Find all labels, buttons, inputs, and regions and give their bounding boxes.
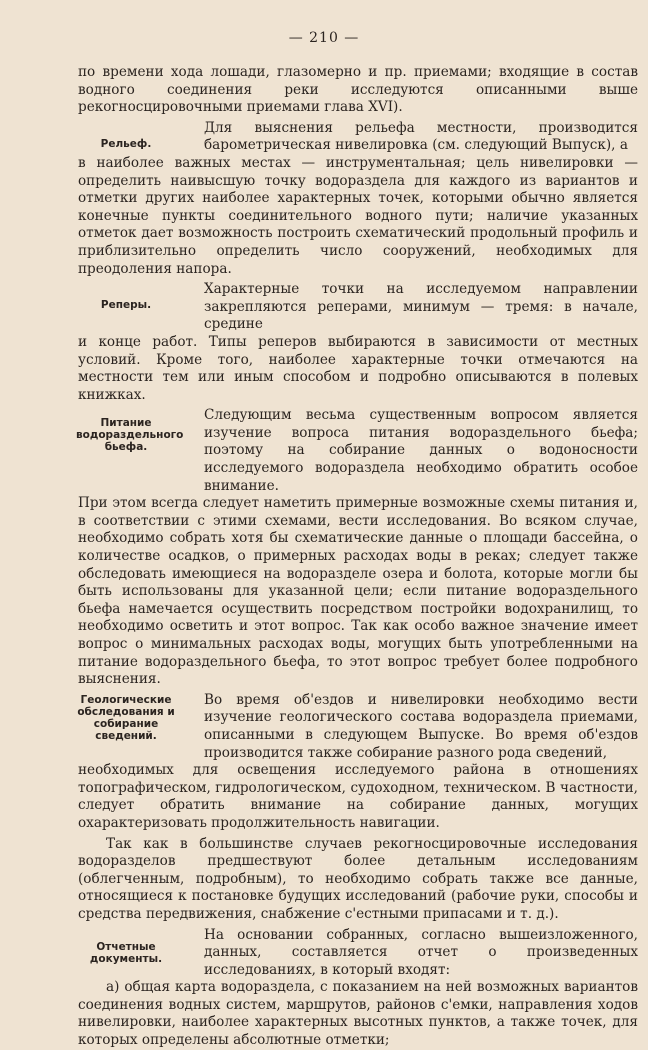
section-lead: Следующим весьма существенным вопросом является изучение вопроса питания водораздельного бьефа; поэтому на собирание данных о водоносности исследуемого водораздела необходимо обратить особое внимание. [204, 407, 638, 494]
section-body: необходимых для освещения исследуемого района в отношениях топографическом, гидрологическом, судоходном, техническом. В частности, следует обратить внимание на собирание данных, могущих охарактеризовать продолжительность навигации. [78, 762, 638, 831]
margin-heading: Геологические обследования и собирание сведений. [77, 693, 175, 742]
page-number: — 210 — [288, 30, 360, 46]
margin-heading: Реперы. [100, 299, 152, 312]
margin-heading: Отчетные документы. [89, 940, 163, 965]
section-lead: Характерные точки на исследуемом направлении закрепляются реперами, минимум — тремя: в начале, средине [204, 281, 638, 333]
section-summit-feed [78, 407, 638, 689]
section-lead: Во время об'ездов и нивелировки необходимо вести изучение геологического состава водораздела приемами, описанными в следующем Выпуске. Во время об'ездов производится также собирание разного рода сведений, [204, 691, 638, 761]
section-benchmarks [78, 281, 638, 404]
section-lead: На основании собранных, согласно вышеизложенного, данных, составляется отчет о произведенных исследованиях, в который входят: [204, 926, 638, 978]
section-body: При этом всегда следует наметить примерные возможные схемы питания и, в соответствии с этими схемами, вести исследования. Во всяком случае, необходимо собрать хотя бы схематические данные о площади бассейна, о количестве осадков, о примерных расходах воды в реках; следует также обследовать имеющиеся на водоразделе озера и болота, которые могли бы быть использованы для указанной цели; если питание водораздельного бьефа намечается осуществить посредством постройки водохранилищ, то необходимо осветить и этот вопрос. Так как особо важное значение имеет вопрос о минимальных расходах воды, могущих быть употребленными на питание водораздельного бьефа, то этот вопрос требует более подробного выяснения. [78, 495, 638, 688]
section-lead: Для выяснения рельефа местности, производится барометрическая нивелировка (см. следующий Выпуск), а [204, 119, 638, 154]
section-relief [78, 120, 638, 278]
section-body: и конце работ. Типы реперов выбираются в зависимости от местных условий. Кроме того, наиболее характерные точки отмечаются на местности тем или иным способом и подробно описываются в полевых книжках. [78, 333, 638, 403]
section-lead: Так как в большинстве случаев рекогносцировочные исследования водоразделов предшествуют более детальным исследованиям (облегченным, подробным), то необходимо собрать также все данные, относящиеся к постановке будущих исследований (рабочие руки, способы и средства передвижения, снабжение с'естными припасами и т. д.). [78, 835, 638, 922]
section-geology [78, 692, 638, 833]
margin-heading: Рельеф. [100, 137, 152, 150]
intro-paragraph: по времени хода лошади, глазомерно и пр. приемами; входящие в состав водного соединения реки исследуются описанными выше рекогносцировочными приемами глава XVI). [78, 64, 638, 116]
margin-heading: Питание водораздельного бьефа. [76, 417, 184, 454]
section-reports [78, 927, 638, 1050]
section-body: а) общая карта водораздела, с показанием на ней возможных вариантов соединения водных систем, маршрутов, районов с'емки, направления ходов нивелировки, наиболее характерных высотных пунктов, а также точек, для которых определены абсолютные отметки; [78, 979, 638, 1049]
page-body [78, 64, 638, 1050]
section-preparation [78, 836, 638, 924]
section-body: в наиболее важных местах — инструментальная; цель нивелировки — определить наивысшую точку водораздела для каждого из вариантов и отметки других наиболее характерных точек, которыми обычно является конечные пункты соединительного водного пути; наличие указанных отметок дает возможность построить схематический продольный профиль и приблизительно определить число сооружений, необходимых для преодоления напора. [78, 154, 638, 277]
